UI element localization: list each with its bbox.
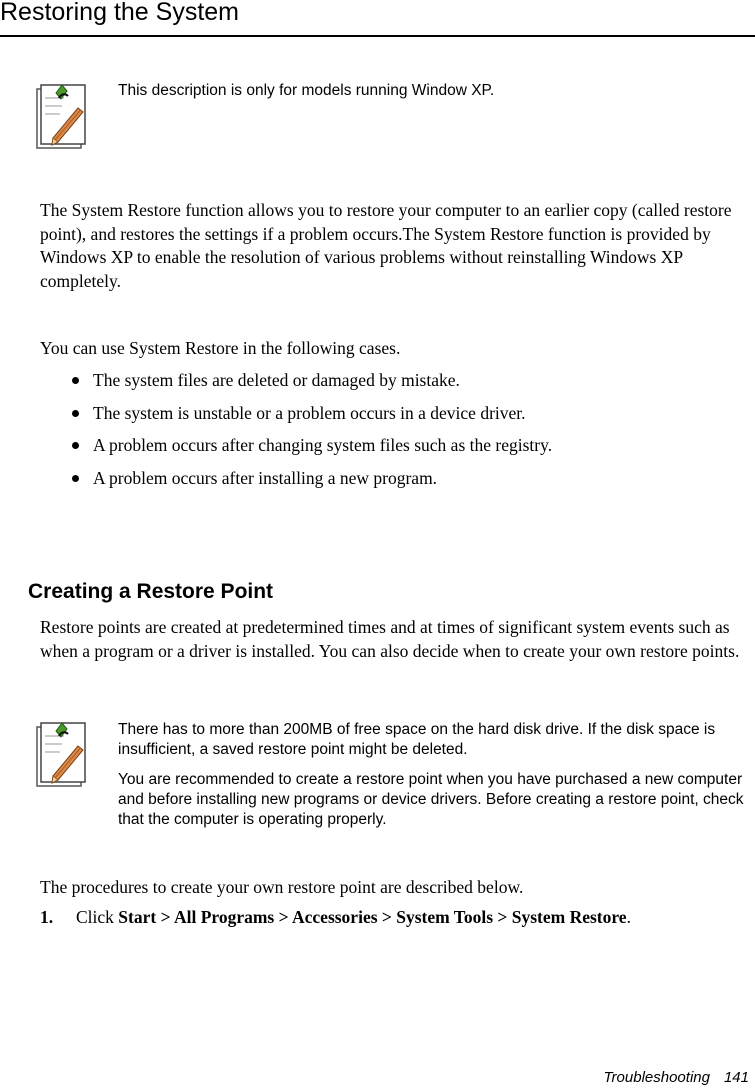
bullet-icon	[72, 410, 79, 417]
cases-lead: You can use System Restore in the following cases.	[40, 338, 401, 358]
list-item-text: A problem occurs after changing system files such as the registry.	[93, 435, 553, 455]
note-pencil-icon	[34, 82, 90, 150]
cases-list	[40, 368, 552, 498]
list-item	[40, 401, 552, 434]
step-prefix: Click	[76, 907, 119, 927]
intro-paragraph: The System Restore function allows you to restore your computer to an earlier copy (called restore point), and restores the settings if a problem occurs.The System Restore function is provided by Windows XP to enable the resolution of various problems without reinstalling Windows XP completely.	[40, 200, 732, 291]
page-title: Restoring the System	[0, 0, 239, 26]
page-number: 141	[723, 1069, 749, 1086]
step-menu-path: Start > All Programs > Accessories > System Tools > System Restore	[118, 907, 627, 927]
note-text: This description is only for models running Window XP.	[118, 82, 495, 99]
list-item	[40, 433, 552, 466]
note-text: There has to more than 200MB of free space on the hard disk drive. If the disk space is insufficient, a saved restore point might be deleted.	[118, 721, 716, 758]
footer-section: Troubleshooting	[603, 1069, 710, 1086]
procedure-lead: The procedures to create your own restore point are described below.	[40, 877, 524, 897]
list-item-text: The system is unstable or a problem occurs in a device driver.	[93, 402, 526, 423]
procedure-step	[40, 905, 631, 929]
section-paragraph: Restore points are created at predetermined times and at times of significant system events such as when a program or a driver is installed. You can also decide when to create your own restore points.	[40, 617, 740, 661]
bullet-icon	[72, 442, 79, 449]
title-rule	[0, 35, 755, 37]
bullet-icon	[72, 377, 79, 384]
list-item	[40, 466, 552, 499]
step-suffix: .	[626, 907, 631, 927]
bullet-icon	[72, 475, 79, 482]
step-number: 1.	[40, 907, 54, 927]
page-footer	[604, 1068, 750, 1088]
note-text: You are recommended to create a restore point when you have purchased a new computer and before installing new programs or device drivers. Before creating a restore point, check that the computer is operating properly.	[118, 771, 744, 828]
list-item-text: The system files are deleted or damaged by mistake.	[93, 370, 460, 390]
list-item	[40, 368, 552, 401]
list-item-text: A problem occurs after installing a new program.	[93, 467, 438, 488]
section-title: Creating a Restore Point	[28, 580, 274, 603]
note-pencil-icon	[34, 720, 90, 788]
